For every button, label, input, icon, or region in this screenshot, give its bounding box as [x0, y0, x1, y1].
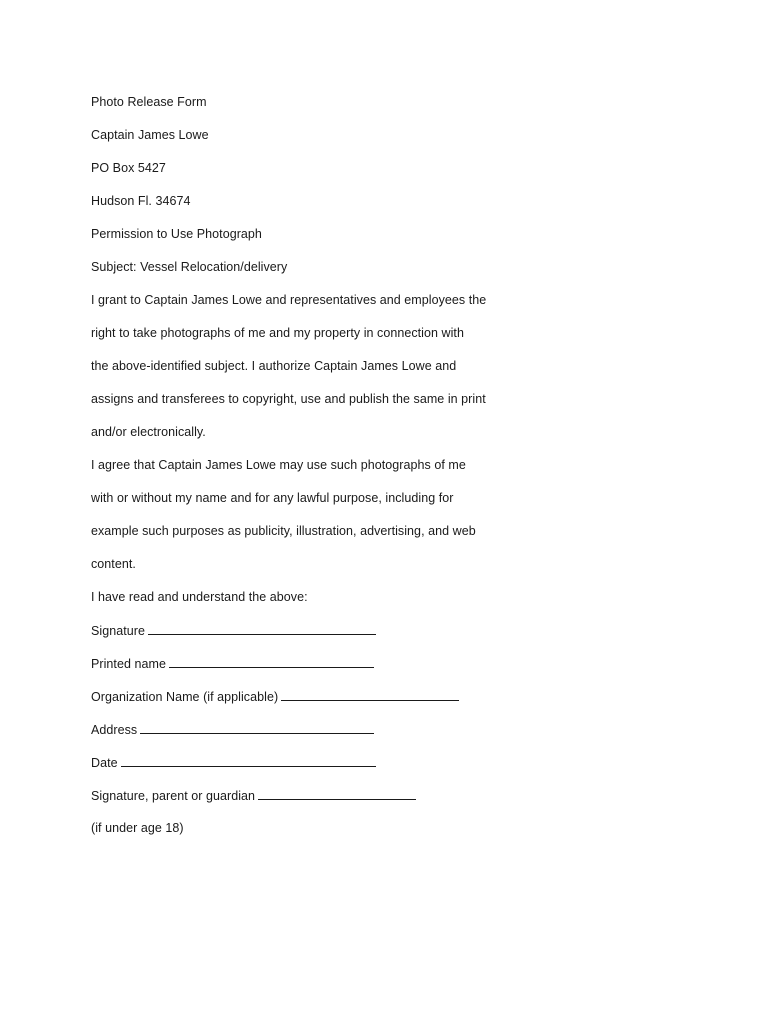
address-blank[interactable]	[140, 721, 374, 734]
organization-label: Organization Name (if applicable)	[91, 690, 279, 704]
paragraph1-line: right to take photographs of me and my property in connection with	[91, 326, 464, 340]
paragraph1-line: and/or electronically.	[91, 425, 206, 439]
permission-heading: Permission to Use Photograph	[91, 227, 262, 241]
guardian-signature-label: Signature, parent or guardian	[91, 789, 256, 803]
printed-name-label: Printed name	[91, 657, 166, 671]
guardian-signature-field	[91, 787, 416, 804]
paragraph1-line: assigns and transferees to copyright, use and publish the same in print	[91, 392, 486, 406]
sender-po-box: PO Box 5427	[91, 161, 166, 175]
address-field	[91, 721, 374, 738]
guardian-signature-blank[interactable]	[258, 787, 416, 800]
subject-line: Subject: Vessel Relocation/delivery	[91, 260, 288, 274]
date-blank[interactable]	[121, 754, 376, 767]
paragraph2-line: example such purposes as publicity, illustration, advertising, and web	[91, 524, 476, 538]
printed-name-blank[interactable]	[169, 655, 374, 668]
paragraph2-line: I agree that Captain James Lowe may use such photographs of me	[91, 458, 466, 472]
sender-name: Captain James Lowe	[91, 128, 209, 142]
organization-blank[interactable]	[281, 688, 459, 701]
guardian-note: (if under age 18)	[91, 821, 184, 835]
paragraph1-line: I grant to Captain James Lowe and representatives and employees the	[91, 293, 487, 307]
address-label: Address	[91, 723, 138, 737]
signature-label: Signature	[91, 624, 145, 638]
form-title: Photo Release Form	[91, 95, 207, 109]
signature-field	[91, 622, 376, 639]
acknowledgement-text: I have read and understand the above:	[91, 590, 308, 604]
paragraph2-line: with or without my name and for any lawful purpose, including for	[91, 491, 454, 505]
date-field	[91, 754, 376, 771]
printed-name-field	[91, 655, 374, 672]
sender-city: Hudson Fl. 34674	[91, 194, 191, 208]
date-label: Date	[91, 756, 118, 770]
paragraph2-line: content.	[91, 557, 136, 571]
signature-blank[interactable]	[148, 622, 376, 635]
paragraph1-line: the above-identified subject. I authorize Captain James Lowe and	[91, 359, 457, 373]
organization-field	[91, 688, 459, 705]
